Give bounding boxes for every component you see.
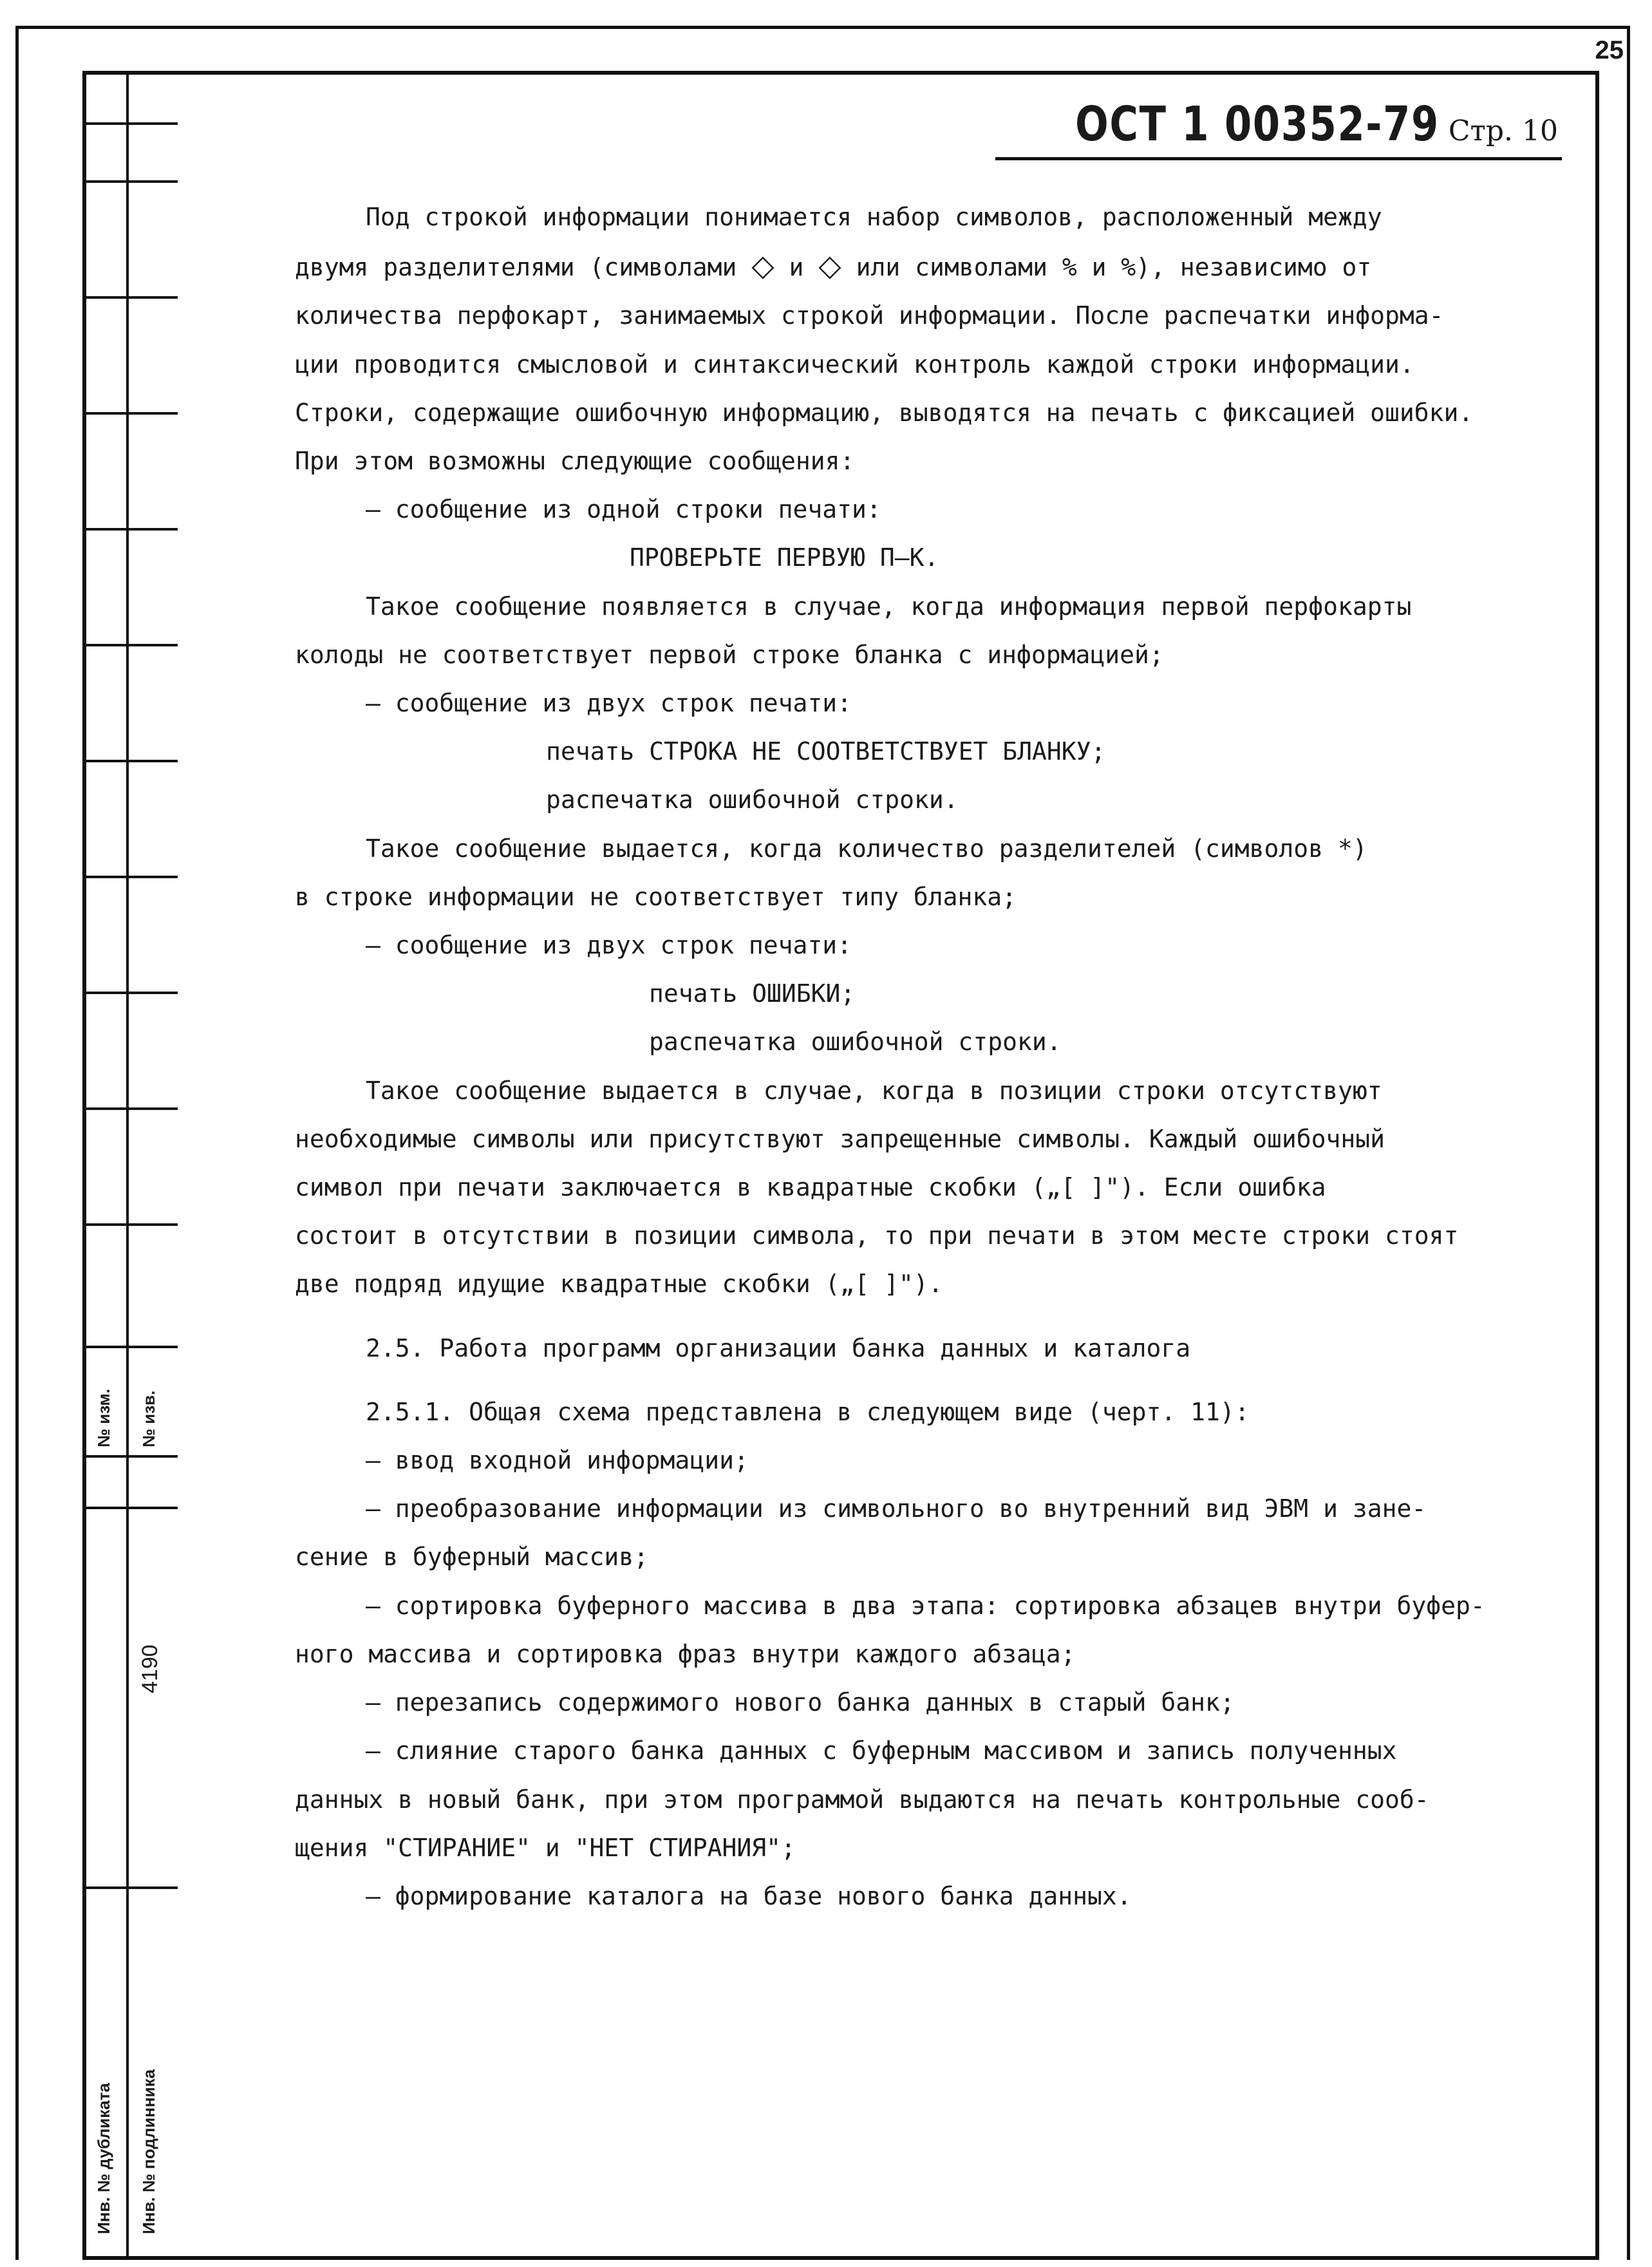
list-item: – ввод входной информации; xyxy=(366,1446,749,1475)
text-line: Строки, содержащие ошибочную информацию, выводятся на печать с фиксацией ошибки. xyxy=(295,398,1474,427)
list-item: – перезапись содержимого нового банка данных в старый банк; xyxy=(366,1688,1235,1717)
strip-rule xyxy=(82,528,178,531)
document-body xyxy=(295,193,1518,1921)
standard-code: ОСТ 1 00352-79 xyxy=(1075,97,1440,152)
strip-rule xyxy=(82,760,178,762)
message-intro: – сообщение из одной строки печати: xyxy=(366,495,881,524)
document-header xyxy=(995,97,1562,160)
strip-rule xyxy=(82,1223,178,1226)
message-text: распечатка ошибочной строки. xyxy=(546,785,959,814)
list-item-continuation: ного массива и сортировка фраз внутри каждого абзаца; xyxy=(295,1639,1076,1668)
message-text: ПРОВЕРЬТЕ ПЕРВУЮ П–К. xyxy=(630,543,939,572)
page-number: 25 xyxy=(1595,36,1624,64)
izm-label: № изм. xyxy=(94,1389,113,1447)
list-item: – формирование каталога на базе нового банка данных. xyxy=(366,1881,1132,1910)
page-label: Стр. 10 xyxy=(1448,115,1558,147)
text-line: двумя разделителями (символами ◇ и ◇ или символами % и %), независимо от xyxy=(295,248,1372,283)
list-item-continuation: щения "СТИРАНИЕ" и "НЕТ СТИРАНИЯ"; xyxy=(295,1833,796,1862)
message-intro: – сообщение из двух строк печати: xyxy=(366,931,852,960)
message-text: печать ОШИБКИ; xyxy=(649,979,856,1008)
inv-number: 4190 xyxy=(138,1644,162,1693)
strip-rule xyxy=(82,412,178,415)
text-line: количества перфокарт, занимаемых строкой информации. После распечатки информа- xyxy=(295,301,1444,330)
text-line: Такое сообщение появляется в случае, когда информация первой перфокарты xyxy=(366,592,1412,621)
text-line: Такое сообщение выдается в случае, когда в позиции строки отсутствуют xyxy=(366,1076,1382,1105)
side-stamp-strip xyxy=(82,71,178,2260)
text-line: две подряд идущие квадратные скобки („[ ]"). xyxy=(295,1270,943,1299)
message-text: распечатка ошибочной строки. xyxy=(649,1028,1062,1057)
strip-rule xyxy=(82,1455,178,1458)
list-item-continuation: сение в буферный массив; xyxy=(295,1543,649,1572)
text-line: состоит в отсутствии в позиции символа, то при печати в этом месте строки стоят xyxy=(295,1221,1459,1250)
subsection-heading: 2.5.1. Общая схема представлена в следующем виде (черт. 11): xyxy=(366,1397,1250,1426)
strip-divider xyxy=(126,71,129,2260)
strip-rule xyxy=(82,876,178,878)
strip-rule xyxy=(82,1507,178,1509)
text-line: необходимые символы или присутствуют запрещенные символы. Каждый ошибочный xyxy=(295,1124,1385,1153)
message-text: печать СТРОКА НЕ СООТВЕТСТВУЕТ БЛАНКУ; xyxy=(546,737,1106,766)
list-item: – слияние старого банка данных с буферным массивом и запись полученных xyxy=(366,1736,1397,1765)
strip-rule xyxy=(82,296,178,299)
text-line: символ при печати заключается в квадратные скобки („[ ]"). Если ошибка xyxy=(295,1173,1326,1202)
list-item-continuation: данных в новый банк, при этом программой выдаются на печать контрольные сооб- xyxy=(295,1785,1429,1814)
diamond-symbol-icon: ◇ xyxy=(818,248,841,283)
strip-rule xyxy=(82,122,178,125)
diamond-symbol-icon: ◇ xyxy=(751,248,774,283)
text-line: ции проводится смысловой и синтаксический контроль каждой строки информации. xyxy=(295,350,1414,379)
izv-label: № изв. xyxy=(139,1390,158,1447)
text-line: При этом возможны следующие сообщения: xyxy=(295,447,855,476)
strip-rule xyxy=(82,1886,178,1889)
text-line: в строке информации не соответствует типу бланка; xyxy=(295,882,1017,911)
strip-rule xyxy=(82,644,178,646)
dublikat-label: Инв. № дубликата xyxy=(94,2083,113,2234)
text-line: Под строкой информации понимается набор символов, расположенный между xyxy=(366,203,1382,231)
list-item: – сортировка буферного массива в два этапа: сортировка абзацев внутри буфер- xyxy=(366,1591,1485,1620)
strip-rule xyxy=(82,1107,178,1110)
text-line: Такое сообщение выдается, когда количество разделителей (символов *) xyxy=(366,834,1367,863)
message-intro: – сообщение из двух строк печати: xyxy=(366,689,852,718)
section-heading: 2.5. Работа программ организации банка данных и каталога xyxy=(366,1333,1191,1362)
strip-rule xyxy=(82,180,178,183)
podlinnik-label: Инв. № подлинника xyxy=(139,2069,158,2234)
list-item: – преобразование информации из символьного во внутренний вид ЭВМ и зане- xyxy=(366,1494,1427,1523)
strip-rule xyxy=(82,992,178,994)
strip-rule xyxy=(82,1346,178,1348)
text-line: колоды не соответствует первой строке бланка с информацией; xyxy=(295,640,1164,669)
